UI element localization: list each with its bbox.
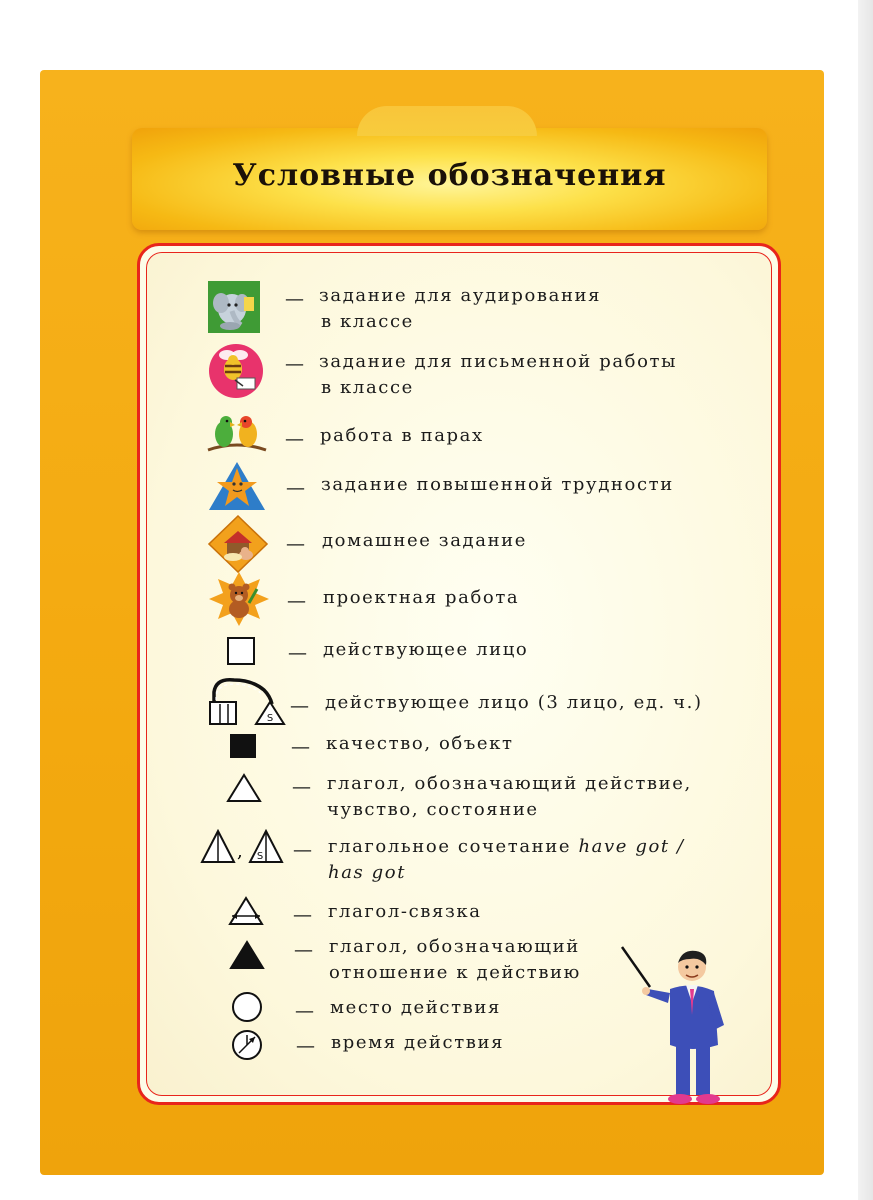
empty-square-icon [227, 637, 255, 665]
have-got-text: have got / [578, 836, 685, 857]
legend-text-line: работа в парах [320, 425, 484, 446]
parrots-pair-icon [206, 410, 268, 458]
legend-text-line: место действия [330, 997, 501, 1018]
legend-text-line: чувство, состояние [327, 799, 539, 820]
legend-text-line: действующее лицо (3 лицо, ед. ч.) [325, 692, 703, 713]
legend-text [319, 283, 601, 335]
s-letter-mark: S [266, 713, 274, 724]
legend-dash: — [292, 776, 311, 798]
star-triangle-icon [208, 460, 266, 512]
legend-dash: — [285, 428, 304, 450]
legend-text [328, 899, 482, 925]
legend-text [321, 472, 674, 498]
legend-text-line: в классе [321, 377, 414, 398]
page-title: Условные обозначения [232, 158, 667, 193]
legend-dash: — [294, 939, 313, 961]
legend-text-line: глагольное сочетание [328, 836, 572, 857]
house-homework-icon [208, 515, 268, 573]
legend-text-line: действующее лицо [323, 639, 529, 660]
giraffe-s-triangle-icon [208, 674, 286, 726]
clock-circle-icon [231, 1029, 263, 1061]
legend-text-line: задание повышенной трудности [321, 474, 674, 495]
legend-text-line: глагол, обозначающий [329, 936, 580, 957]
circle-icon [231, 991, 263, 1023]
bear-project-icon [208, 571, 270, 627]
legend-text [322, 528, 527, 554]
empty-triangle-icon [226, 773, 262, 803]
legend-text-line: домашнее задание [322, 530, 528, 551]
legend-dash: — [291, 736, 310, 758]
bee-writing-icon [207, 342, 265, 400]
filled-square-icon [229, 733, 257, 759]
legend-text [319, 349, 677, 401]
legend-text [329, 934, 581, 986]
legend-text [330, 995, 501, 1021]
title-banner [132, 128, 767, 230]
legend-dash: — [286, 533, 305, 555]
legend-text [327, 771, 692, 823]
legend-dash: — [290, 695, 309, 717]
legend-text-line: глагол-связка [328, 901, 482, 922]
legend-text [331, 1030, 504, 1056]
legend-text [323, 585, 519, 611]
legend-text [320, 423, 484, 449]
legend-text-line: проектная работа [323, 587, 520, 608]
legend-text-line: время действия [331, 1032, 505, 1053]
legend-dash: — [296, 1035, 315, 1057]
legend-text-line: задание для письменной работы [319, 351, 678, 372]
legend-text-line: задание для аудирования [319, 285, 602, 306]
filled-triangle-icon [229, 940, 265, 970]
legend-text [323, 637, 528, 663]
legend-dash: — [287, 590, 306, 612]
legend-text-line: отношение к действию [329, 962, 581, 983]
legend-text-line: глагол, обозначающий действие, [327, 773, 692, 794]
legend-text [326, 731, 514, 757]
legend-dash: — [285, 288, 304, 310]
legend-dash: — [288, 642, 307, 664]
legend-text [328, 834, 685, 886]
legend-text [325, 690, 703, 716]
legend-dash: — [293, 904, 312, 926]
has-got-text: has got [328, 862, 407, 883]
arrow-triangle-icon [228, 896, 264, 926]
legend-dash: — [286, 477, 305, 499]
elephant-listening-icon [208, 281, 260, 333]
legend-dash: — [295, 1000, 314, 1022]
legend-text-line: качество, объект [326, 733, 514, 754]
symbol-separator: , [237, 841, 243, 862]
s-letter-mark: S [256, 851, 264, 862]
legend-dash: — [285, 353, 304, 375]
teacher-illustration [620, 945, 730, 1119]
have-got-triangles-icon [200, 829, 286, 865]
scan-edge [858, 0, 873, 1200]
legend-text-line: в классе [321, 311, 414, 332]
legend-dash: — [293, 839, 312, 861]
